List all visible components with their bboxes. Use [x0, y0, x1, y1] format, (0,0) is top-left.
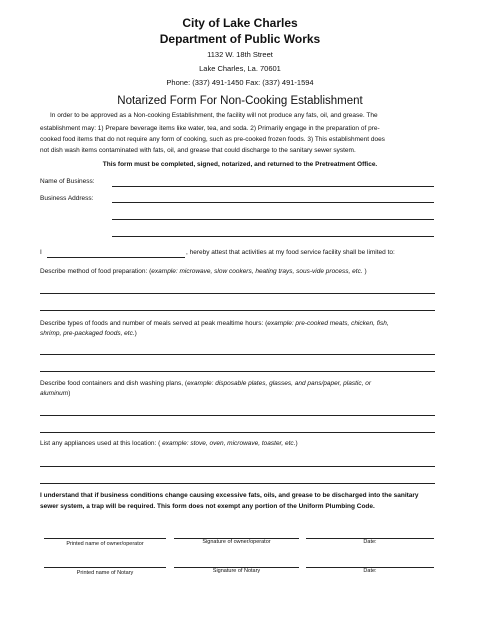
question-containers-dishwashing-cont: aluminum): [40, 390, 71, 397]
notary-name-label: Printed name of Notary: [76, 570, 134, 576]
business-address-field-2[interactable]: [112, 219, 434, 220]
question-food-preparation: Describe method of food preparation: (example: microwave, slow cookers, heating trays, sous-vide process, etc. ): [40, 268, 367, 275]
phone-fax: Phone: (337) 491-1450 Fax: (337) 491-1594: [166, 78, 314, 87]
statement-line-2: sewer system, a trap will be required. This form does not exempt any portion of the Uniform Plumbing Code.: [40, 503, 375, 510]
business-address-field-1[interactable]: [112, 202, 434, 203]
answer-containers-line-2[interactable]: [40, 432, 435, 433]
business-address-field-3[interactable]: [112, 236, 434, 237]
instruction-text: This form must be completed, signed, notarized, and returned to the Pretreatment Office.: [102, 161, 378, 168]
notary-name-field[interactable]: [44, 567, 166, 568]
intro-line-3: cooked food items that do not require any form of cooking, such as pre-cooked frozen foods. 3) This establishment does: [40, 136, 385, 143]
intro-line-4: not dish wash items contaminated with fats, oil, and grease that could discharge to the sanitary sewer system.: [40, 147, 356, 154]
attestor-name-field[interactable]: [47, 257, 185, 258]
answer-appliances-line-1[interactable]: [40, 466, 435, 467]
form-title: Notarized Form For Non-Cooking Establishment: [117, 95, 363, 107]
attest-suffix: , hereby attest that activities at my food service facility shall be limited to:: [186, 249, 395, 256]
answer-food-types-line-1[interactable]: [40, 354, 435, 355]
street-address: 1132 W. 18th Street: [207, 50, 273, 59]
answer-food-preparation-line-2[interactable]: [40, 310, 435, 311]
owner-signature-label: Signature of owner/operator: [202, 539, 271, 545]
business-name-field[interactable]: [112, 186, 434, 187]
notary-signature-label: Signature of Notary: [212, 568, 261, 574]
city-name: City of Lake Charles: [182, 16, 298, 30]
department-name: Department of Public Works: [159, 32, 321, 46]
owner-name-label: Printed name of owner/operator: [66, 541, 144, 547]
question-containers-dishwashing: Describe food containers and dish washing plans, (example: disposable plates, glasses, and pans/paper, plastic, or: [40, 380, 371, 387]
city-state-zip: Lake Charles, La. 70601: [199, 64, 281, 73]
answer-containers-line-1[interactable]: [40, 415, 435, 416]
notary-date-label: Date:: [363, 568, 377, 574]
question-food-types-cont: shrimp, pre-packaged foods, etc.): [40, 330, 137, 337]
answer-food-preparation-line-1[interactable]: [40, 293, 435, 294]
statement-line-1: I understand that if business conditions change causing excessive fats, oils, and grease to be discharged into the sanitary: [40, 492, 419, 499]
question-food-types: Describe types of foods and number of meals served at peak mealtime hours: (example: pre-cooked meats, chicken, fish,: [40, 320, 389, 327]
business-name-label: Name of Business:: [40, 178, 95, 185]
owner-date-label: Date:: [363, 539, 377, 545]
question-appliances: List any appliances used at this location: ( example: stove, oven, microwave, toaster, etc.): [40, 440, 298, 447]
intro-line-2: establishment may: 1) Prepare beverage items like water, tea, and soda. 2) Primarily engage in the preparation of pre-: [40, 125, 380, 132]
owner-name-field[interactable]: [44, 538, 166, 539]
business-address-label: Business Address:: [40, 195, 94, 202]
attest-prefix: I: [40, 249, 42, 256]
intro-line-1: In order to be approved as a Non-cooking Establishment, the facility will not produce any fats, oil, and grease. The: [50, 112, 378, 119]
answer-food-types-line-2[interactable]: [40, 371, 435, 372]
answer-appliances-line-2[interactable]: [40, 483, 435, 484]
